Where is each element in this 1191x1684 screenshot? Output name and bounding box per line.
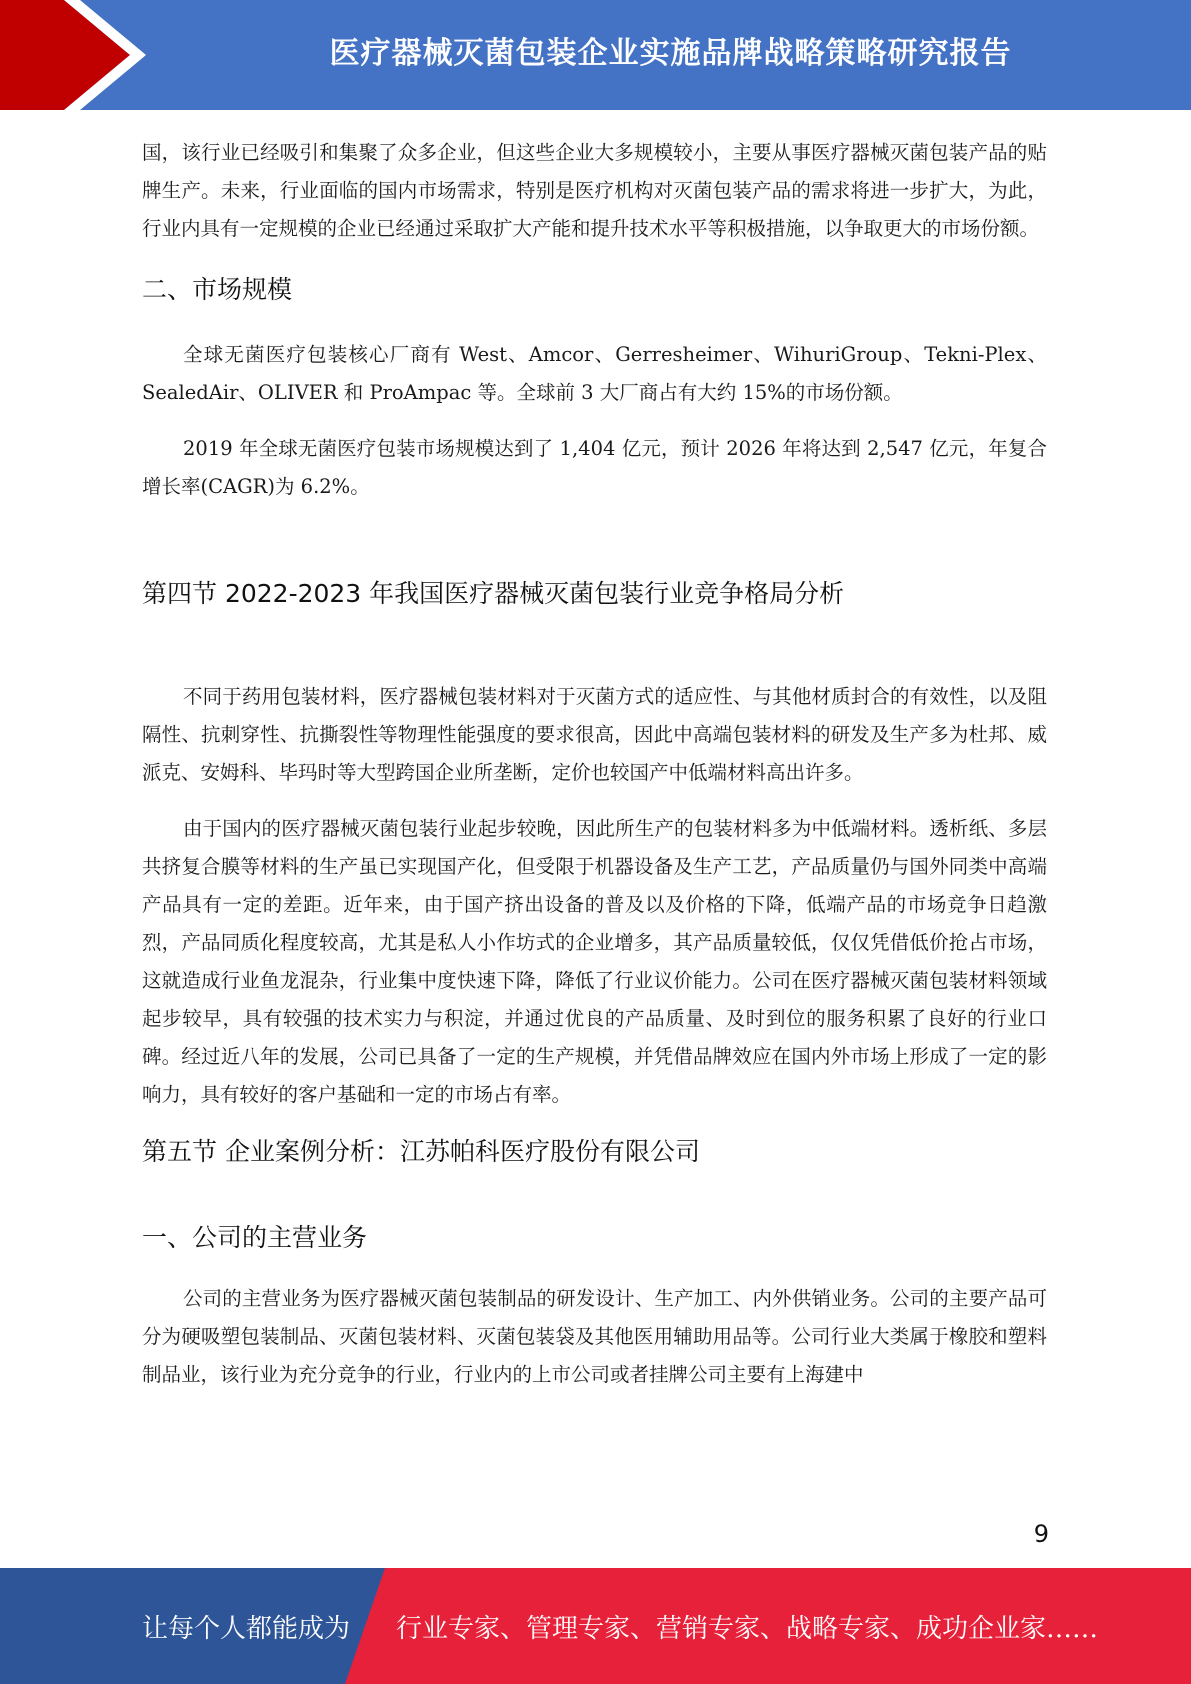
page-number: 9 xyxy=(1033,1520,1049,1548)
market-paragraph-2: 2019 年全球无菌医疗包装市场规模达到了 1,404 亿元，预计 2026 年将达到 2,547 亿元，年复合增长率(CAGR)为 6.2%。 xyxy=(142,437,1047,498)
footer-slogan-right: 行业专家、管理专家、营销专家、战略专家、成功企业家…… xyxy=(396,1613,1099,1644)
heading-main-business: 一、公司的主营业务 xyxy=(142,1223,368,1252)
report-title: 医疗器械灭菌包装企业实施品牌战略策略研究报告 xyxy=(329,36,1012,71)
report-header xyxy=(0,0,1191,110)
heading-section-5: 第五节 企业案例分析：江苏帕科医疗股份有限公司 xyxy=(142,1137,700,1166)
competition-paragraph-1: 不同于药用包装材料，医疗器械包装材料对于灭菌方式的适应性、与其他材质封合的有效性，以及阻隔性、抗刺穿性、抗撕裂性等物理性能强度的要求很高，因此中高端包装材料的研发及生产多为杜邦、威派克、安姆科、毕玛时等大型跨国企业所垄断，定价也较国产中低端材料高出许多。 xyxy=(142,685,1047,784)
business-paragraph: 公司的主营业务为医疗器械灭菌包装制品的研发设计、生产加工、内外供销业务。公司的主要产品可分为硬吸塑包装制品、灭菌包装材料、灭菌包装袋及其他医用辅助用品等。公司行业大类属于橡胶和塑料制品业，该行业为充分竞争的行业，行业内的上市公司或者挂牌公司主要有上海建中 xyxy=(142,1287,1047,1386)
market-paragraph-1: 全球无菌医疗包装核心厂商有 West、Amcor、Gerresheimer、WihuriGroup、Tekni-Plex、SealedAir、OLIVER 和 ProAmpac 等。全球前 3 大厂商占有大约 15%的市场份额。 xyxy=(142,343,1047,404)
intro-paragraph: 国，该行业已经吸引和集聚了众多企业，但这些企业大多规模较小，主要从事医疗器械灭菌包装产品的贴牌生产。未来，行业面临的国内市场需求，特别是医疗机构对灭菌包装产品的需求将进一步扩大，为此，行业内具有一定规模的企业已经通过采取扩大产能和提升技术水平等积极措施，以争取更大的市场份额。 xyxy=(142,141,1047,240)
report-footer xyxy=(0,1568,1191,1684)
competition-paragraph-2: 由于国内的医疗器械灭菌包装行业起步较晚，因此所生产的包装材料多为中低端材料。透析纸、多层共挤复合膜等材料的生产虽已实现国产化，但受限于机器设备及生产工艺，产品质量仍与国外同类中高端产品具有一定的差距。近年来，由于国产挤出设备的普及以及价格的下降，低端产品的市场竞争日趋激烈，产品同质化程度较高，尤其是私人小作坊式的企业增多，其产品质量较低，仅仅凭借低价抢占市场，这就造成行业鱼龙混杂，行业集中度快速下降，降低了行业议价能力。公司在医疗器械灭菌包装材料领域起步较早，具有较强的技术实力与积淀，并通过优良的产品质量、及时到位的服务积累了良好的行业口碑。经过近八年的发展，公司已具备了一定的生产规模，并凭借品牌效应在国内外市场上形成了一定的影响力，具有较好的客户基础和一定的市场占有率。 xyxy=(142,817,1047,1106)
page-content xyxy=(142,134,1047,1412)
heading-market-size: 二、市场规模 xyxy=(142,275,293,304)
red-chevron-decoration xyxy=(0,0,150,110)
footer-slogan-left: 让每个人都能成为 xyxy=(142,1613,351,1644)
heading-section-4: 第四节 2022-2023 年我国医疗器械灭菌包装行业竞争格局分析 xyxy=(142,579,845,608)
